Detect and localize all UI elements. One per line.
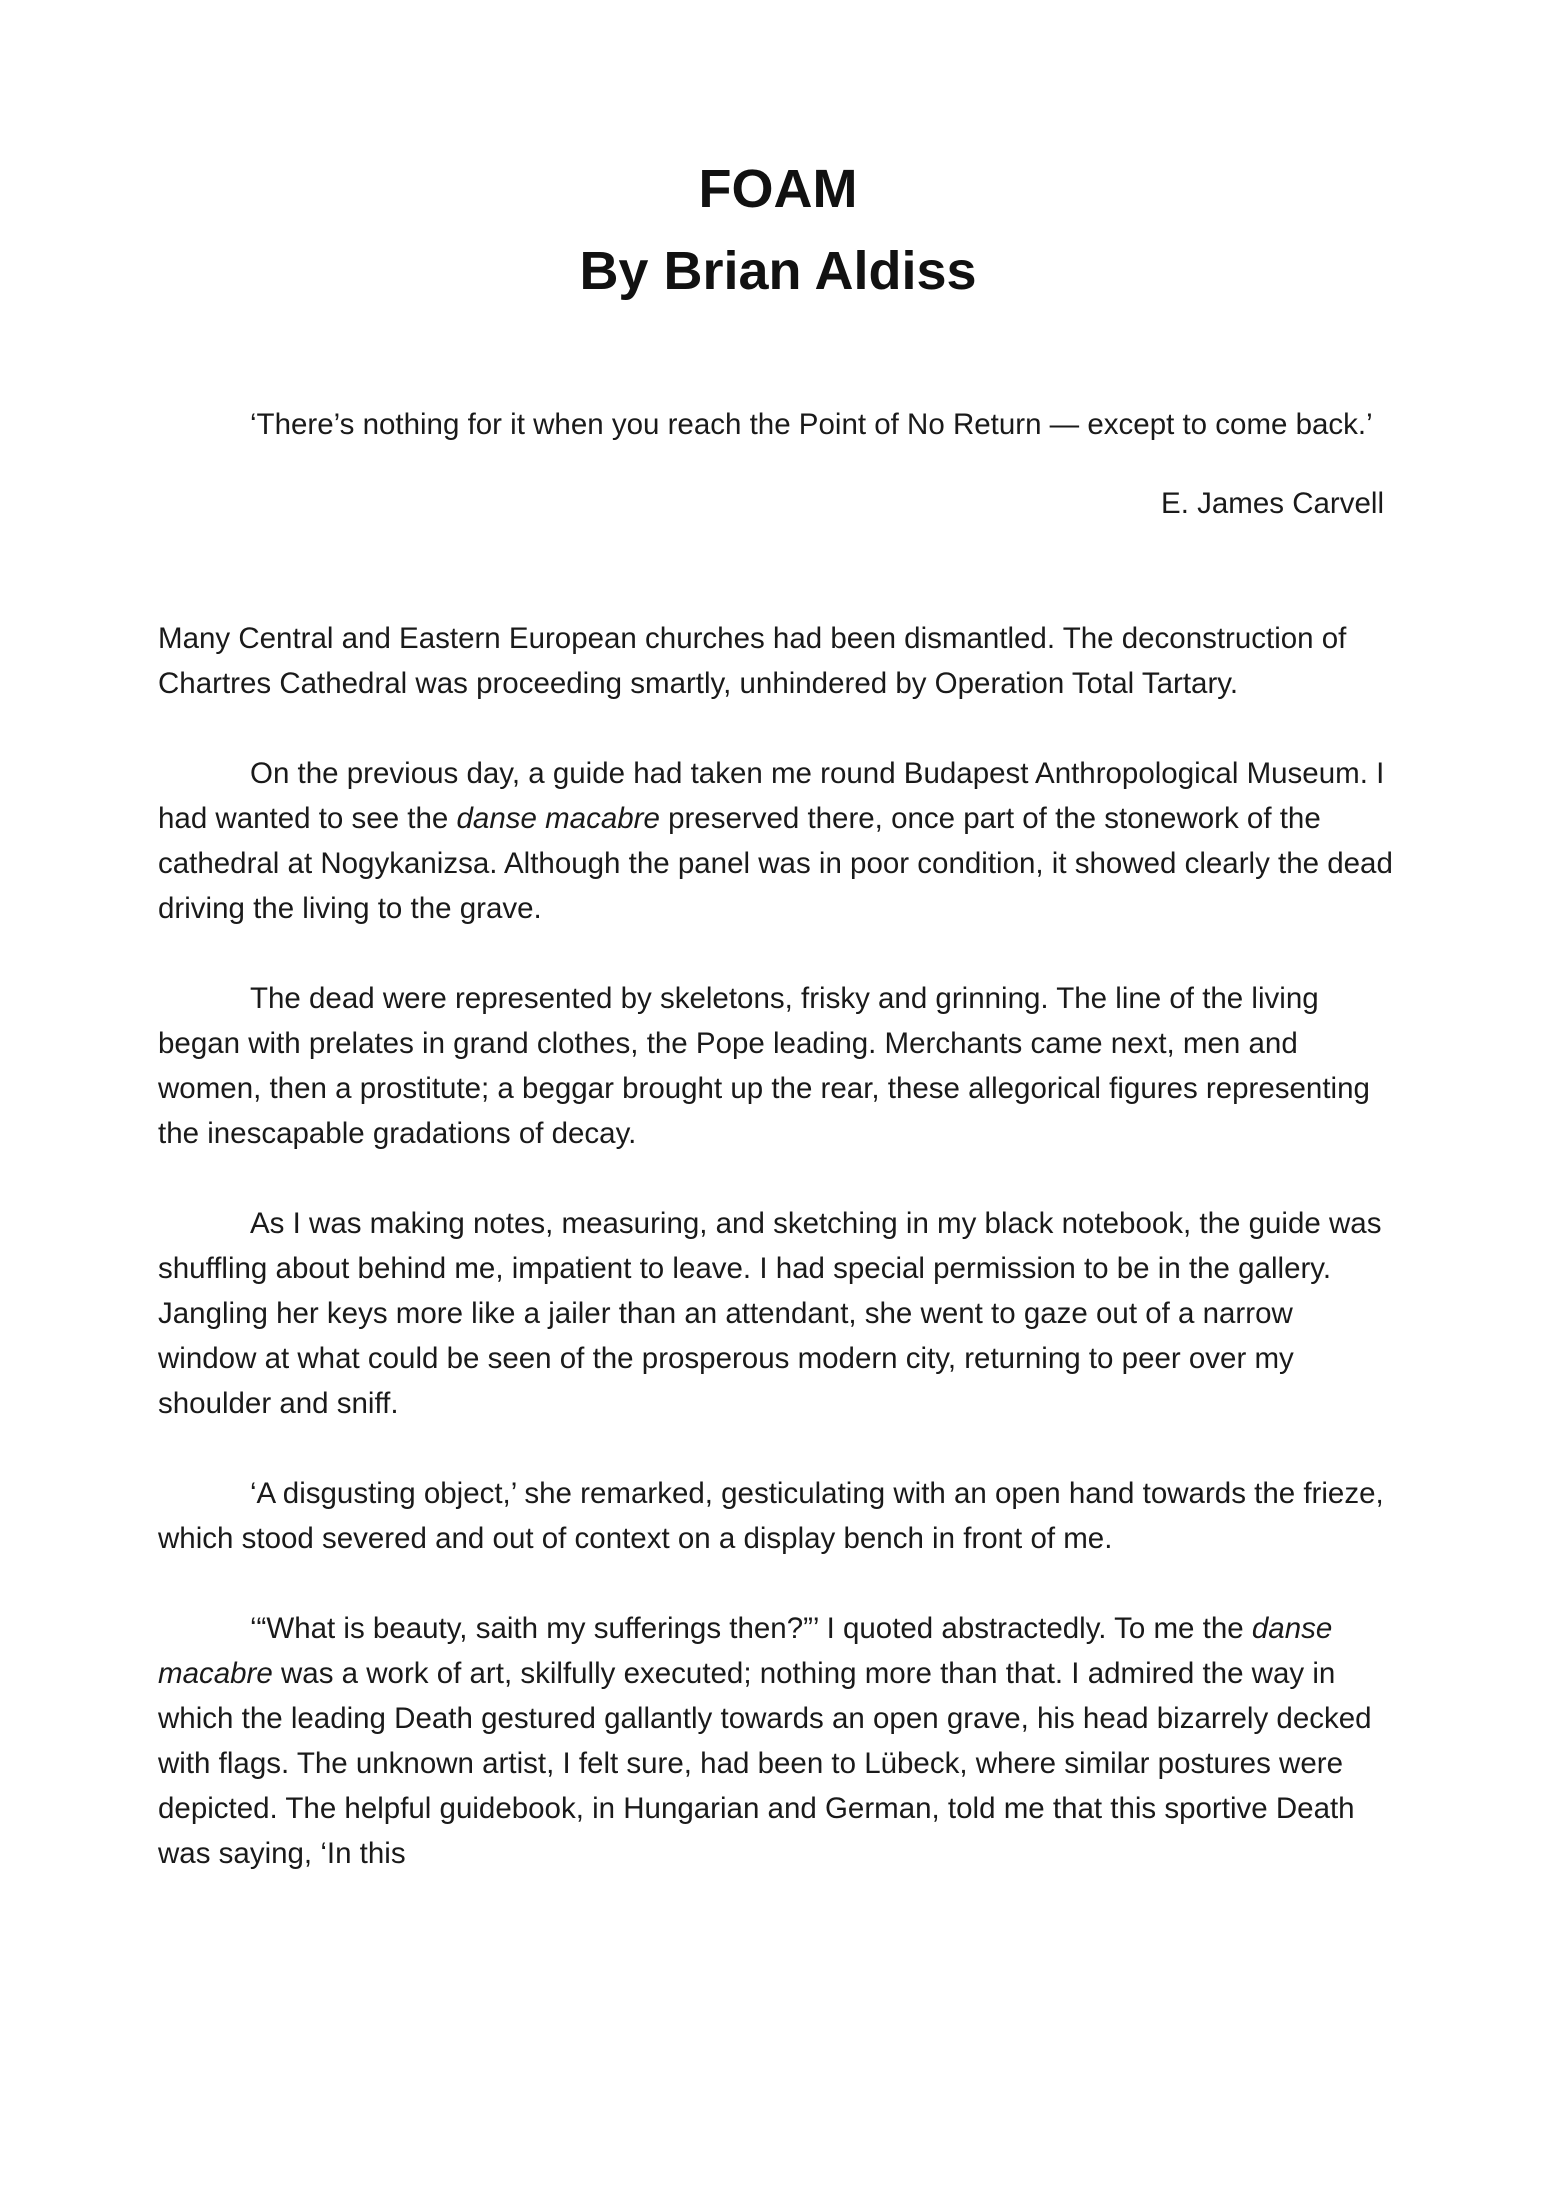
epigraph-attribution: E. James Carvell bbox=[1161, 487, 1384, 520]
author-line: By Brian Aldiss bbox=[579, 241, 977, 301]
paragraph-text: Many Central and Eastern European churches had been dismantled. The deconstruction of Chartres Cathedral was proceeding smartly, unhindered by Operation Total Tartary. bbox=[158, 622, 1347, 700]
paragraph bbox=[158, 976, 1398, 1156]
italic-text: danse macabre bbox=[456, 802, 660, 835]
epigraph-quote: ‘There’s nothing for it when you reach the Point of No Return — except to come back.’ bbox=[250, 408, 1373, 441]
body-text bbox=[158, 616, 1398, 1876]
paragraph-text: As I was making notes, measuring, and sketching in my black notebook, the guide was shuffling about behind me, impatient to leave. I had special permission to be in the gallery. Jangling her keys more like a jailer than an attendant, she went to gaze out of a narrow window at what could be seen of the prosperous modern city, returning to peer over my shoulder and sniff. bbox=[158, 1207, 1382, 1420]
paragraph bbox=[158, 751, 1398, 931]
paragraph-text: ‘A disgusting object,’ she remarked, gesticulating with an open hand towards the frieze, which stood severed and out of context on a display bench in front of me. bbox=[158, 1477, 1384, 1555]
paragraph-text: On the previous day, a guide had taken me round Budapest Anthropological Museum. I had wanted to see the bbox=[158, 757, 1385, 835]
paragraph-text: The dead were represented by skeletons, frisky and grinning. The line of the living began with prelates in grand clothes, the Pope leading. Merchants came next, men and women, then a prostitute; a beggar brought up the rear, these allegorical figures representing the inescapable gradations of decay. bbox=[158, 982, 1370, 1150]
paragraph-text: was a work of art, skilfully executed; nothing more than that. I admired the way in which the leading Death gestured gallantly towards an open grave, his head bizarrely decked with flags. The unknown artist, I felt sure, had been to Lübeck, where similar postures were depicted. The helpful guidebook, in Hungarian and German, told me that this sportive Death was saying, ‘In this bbox=[158, 1657, 1372, 1870]
italic-text: danse macabre bbox=[158, 1612, 1333, 1690]
paragraph bbox=[158, 1606, 1398, 1876]
title-block bbox=[158, 148, 1398, 312]
paragraph bbox=[158, 1471, 1398, 1561]
paragraph-text: preserved there, once part of the stonework of the cathedral at Nogykanizsa. Although the panel was in poor condition, it showed clearly the dead driving the living to the grave. bbox=[158, 802, 1393, 925]
document-title: FOAM bbox=[698, 159, 858, 219]
paragraph bbox=[158, 616, 1398, 706]
paragraph-text: ‘“What is beauty, saith my sufferings then?”’ I quoted abstractedly. To me the bbox=[250, 1612, 1252, 1645]
paragraph bbox=[158, 1201, 1398, 1426]
